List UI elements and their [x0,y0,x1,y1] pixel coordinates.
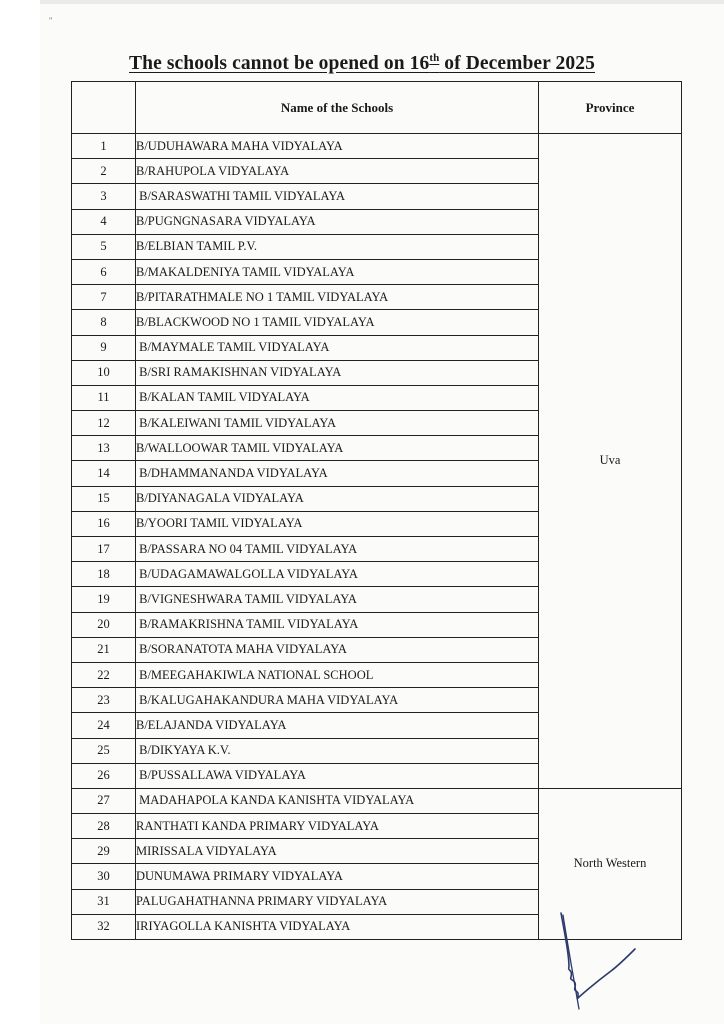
row-number: 3 [72,184,136,209]
school-name: B/MEEGAHAKIWLA NATIONAL SCHOOL [136,662,539,687]
table-header-row [72,82,682,134]
row-number: 20 [72,612,136,637]
row-number: 5 [72,234,136,259]
row-number: 9 [72,335,136,360]
school-name: DUNUMAWA PRIMARY VIDYALAYA [136,864,539,889]
school-name: B/UDUHAWARA MAHA VIDYALAYA [136,134,539,159]
title-superscript: th [429,52,440,64]
school-name: B/KALEIWANI TAMIL VIDYALAYA [136,411,539,436]
row-number: 24 [72,713,136,738]
title-main: The schools cannot be opened on 16 [129,53,430,74]
row-number: 26 [72,763,136,788]
school-name: IRIYAGOLLA KANISHTA VIDYALAYA [136,914,539,939]
school-name: B/BLACKWOOD NO 1 TAMIL VIDYALAYA [136,310,539,335]
signature-icon [555,905,645,1015]
school-name: B/SORANATOTA MAHA VIDYALAYA [136,637,539,662]
row-number: 18 [72,562,136,587]
school-name: B/RAHUPOLA VIDYALAYA [136,159,539,184]
row-number: 31 [72,889,136,914]
row-number: 27 [72,788,136,813]
page-title [0,52,724,75]
school-name: B/PITARATHMALE NO 1 TAMIL VIDYALAYA [136,285,539,310]
table-body [72,134,682,940]
school-name: B/KALUGAHAKANDURA MAHA VIDYALAYA [136,688,539,713]
row-number: 15 [72,486,136,511]
row-number: 8 [72,310,136,335]
school-name: MADAHAPOLA KANDA KANISHTA VIDYALAYA [136,788,539,813]
row-number: 30 [72,864,136,889]
school-name: B/ELBIAN TAMIL P.V. [136,234,539,259]
header-school-name: Name of the Schools [136,82,539,134]
row-number: 28 [72,814,136,839]
scan-margin [0,0,40,1024]
row-number: 11 [72,385,136,410]
school-name: B/ELAJANDA VIDYALAYA [136,713,539,738]
row-number: 19 [72,587,136,612]
school-name: B/DIYANAGALA VIDYALAYA [136,486,539,511]
province-cell: North Western [539,788,682,939]
school-name: B/MAYMALE TAMIL VIDYALAYA [136,335,539,360]
row-number: 32 [72,914,136,939]
row-number: 25 [72,738,136,763]
row-number: 1 [72,134,136,159]
row-number: 29 [72,839,136,864]
corner-mark: " [49,16,53,25]
school-name: B/SRI RAMAKISHNAN VIDYALAYA [136,360,539,385]
school-name: B/UDAGAMAWALGOLLA VIDYALAYA [136,562,539,587]
school-name: B/PUSSALLAWA VIDYALAYA [136,763,539,788]
school-name: B/MAKALDENIYA TAMIL VIDYALAYA [136,259,539,284]
schools-table [71,81,682,940]
table-row [72,134,682,159]
school-name: MIRISSALA VIDYALAYA [136,839,539,864]
school-name: B/DHAMMANANDA VIDYALAYA [136,461,539,486]
row-number: 14 [72,461,136,486]
title-suffix: of December 2025 [439,53,595,74]
school-name: B/KALAN TAMIL VIDYALAYA [136,385,539,410]
school-name: B/PASSARA NO 04 TAMIL VIDYALAYA [136,537,539,562]
row-number: 17 [72,537,136,562]
school-name: B/YOORI TAMIL VIDYALAYA [136,511,539,536]
school-name: RANTHATI KANDA PRIMARY VIDYALAYA [136,814,539,839]
school-name: B/DIKYAYA K.V. [136,738,539,763]
row-number: 16 [72,511,136,536]
school-name: B/SARASWATHI TAMIL VIDYALAYA [136,184,539,209]
row-number: 7 [72,285,136,310]
row-number: 10 [72,360,136,385]
school-name: B/VIGNESHWARA TAMIL VIDYALAYA [136,587,539,612]
row-number: 2 [72,159,136,184]
row-number: 21 [72,637,136,662]
province-cell: Uva [539,134,682,789]
table-row [72,788,682,813]
row-number: 6 [72,259,136,284]
row-number: 4 [72,209,136,234]
row-number: 23 [72,688,136,713]
row-number: 22 [72,662,136,687]
school-name: B/RAMAKRISHNA TAMIL VIDYALAYA [136,612,539,637]
row-number: 13 [72,436,136,461]
header-number [72,82,136,134]
school-name: PALUGAHATHANNA PRIMARY VIDYALAYA [136,889,539,914]
row-number: 12 [72,411,136,436]
school-name: B/WALLOOWAR TAMIL VIDYALAYA [136,436,539,461]
school-name: B/PUGNGNASARA VIDYALAYA [136,209,539,234]
header-province: Province [539,82,682,134]
